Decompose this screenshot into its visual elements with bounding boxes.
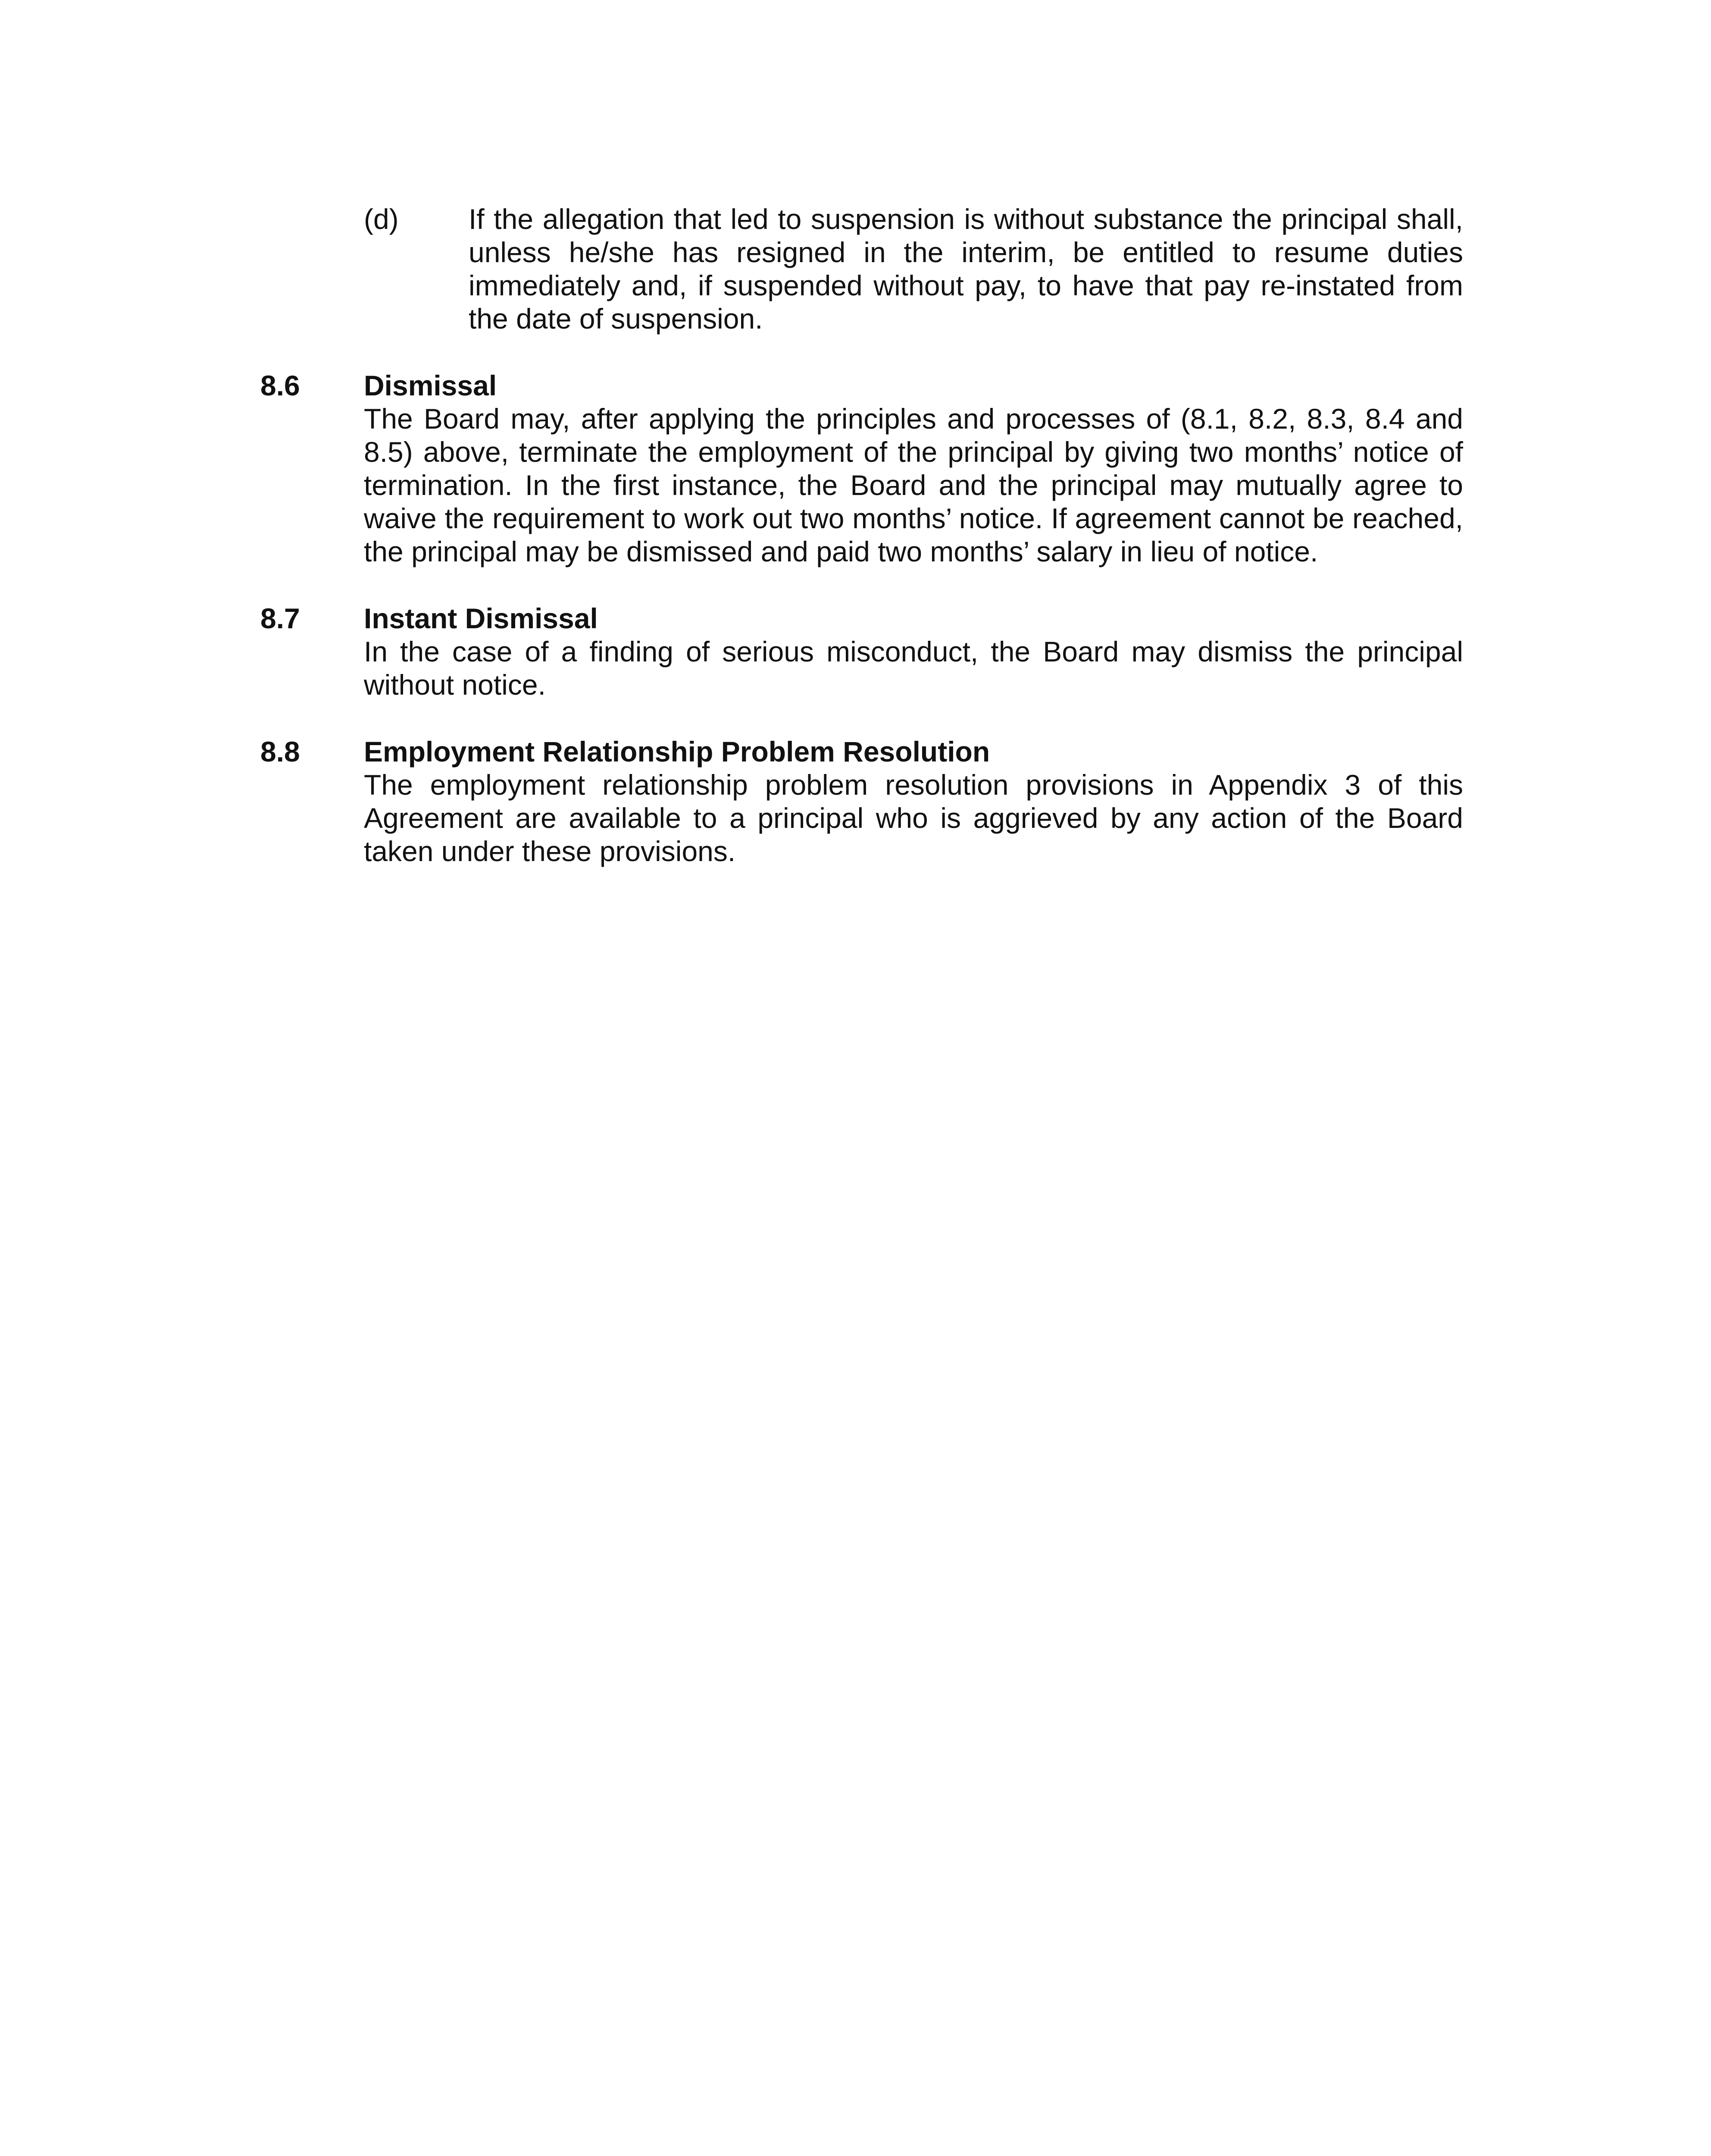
section-heading: Employment Relationship Problem Resolution (364, 736, 990, 768)
section-body: In the case of a finding of serious misconduct, the Board may dismiss the principal without notice. (364, 636, 1463, 701)
section-body: The employment relationship problem resolution provisions in Appendix 3 of this Agreement are available to a principal who is aggrieved by any action of the Board taken under these provisions. (364, 769, 1463, 867)
section-8-8 (260, 735, 1463, 868)
section-8-6 (260, 369, 1463, 568)
section-heading: Dismissal (364, 370, 497, 401)
section-8-7 (260, 602, 1463, 702)
section-heading: Instant Dismissal (364, 602, 598, 634)
list-item-text: If the allegation that led to suspension is without substance the principal shall, unless he/she has resigned in the interim, be entitled to resume duties immediately and, if suspended without pay, to have that pay re-instated from the date of suspension. (469, 203, 1463, 335)
section-body: The Board may, after applying the principles and processes of (8.1, 8.2, 8.3, 8.4 and 8.5) above, terminate the employment of the principal by giving two months’ notice of termination. In the first instance, the Board and the principal may mutually agree to waive the requirement to work out two months’ notice. If agreement cannot be reached, the principal may be dismissed and paid two months’ salary in lieu of notice. (364, 403, 1463, 567)
list-item-d (364, 203, 1463, 335)
section-number: 8.8 (260, 736, 300, 768)
page-content (260, 203, 1463, 868)
section-number: 8.6 (260, 370, 300, 401)
list-item-label: (d) (364, 203, 399, 235)
section-number: 8.7 (260, 602, 300, 634)
